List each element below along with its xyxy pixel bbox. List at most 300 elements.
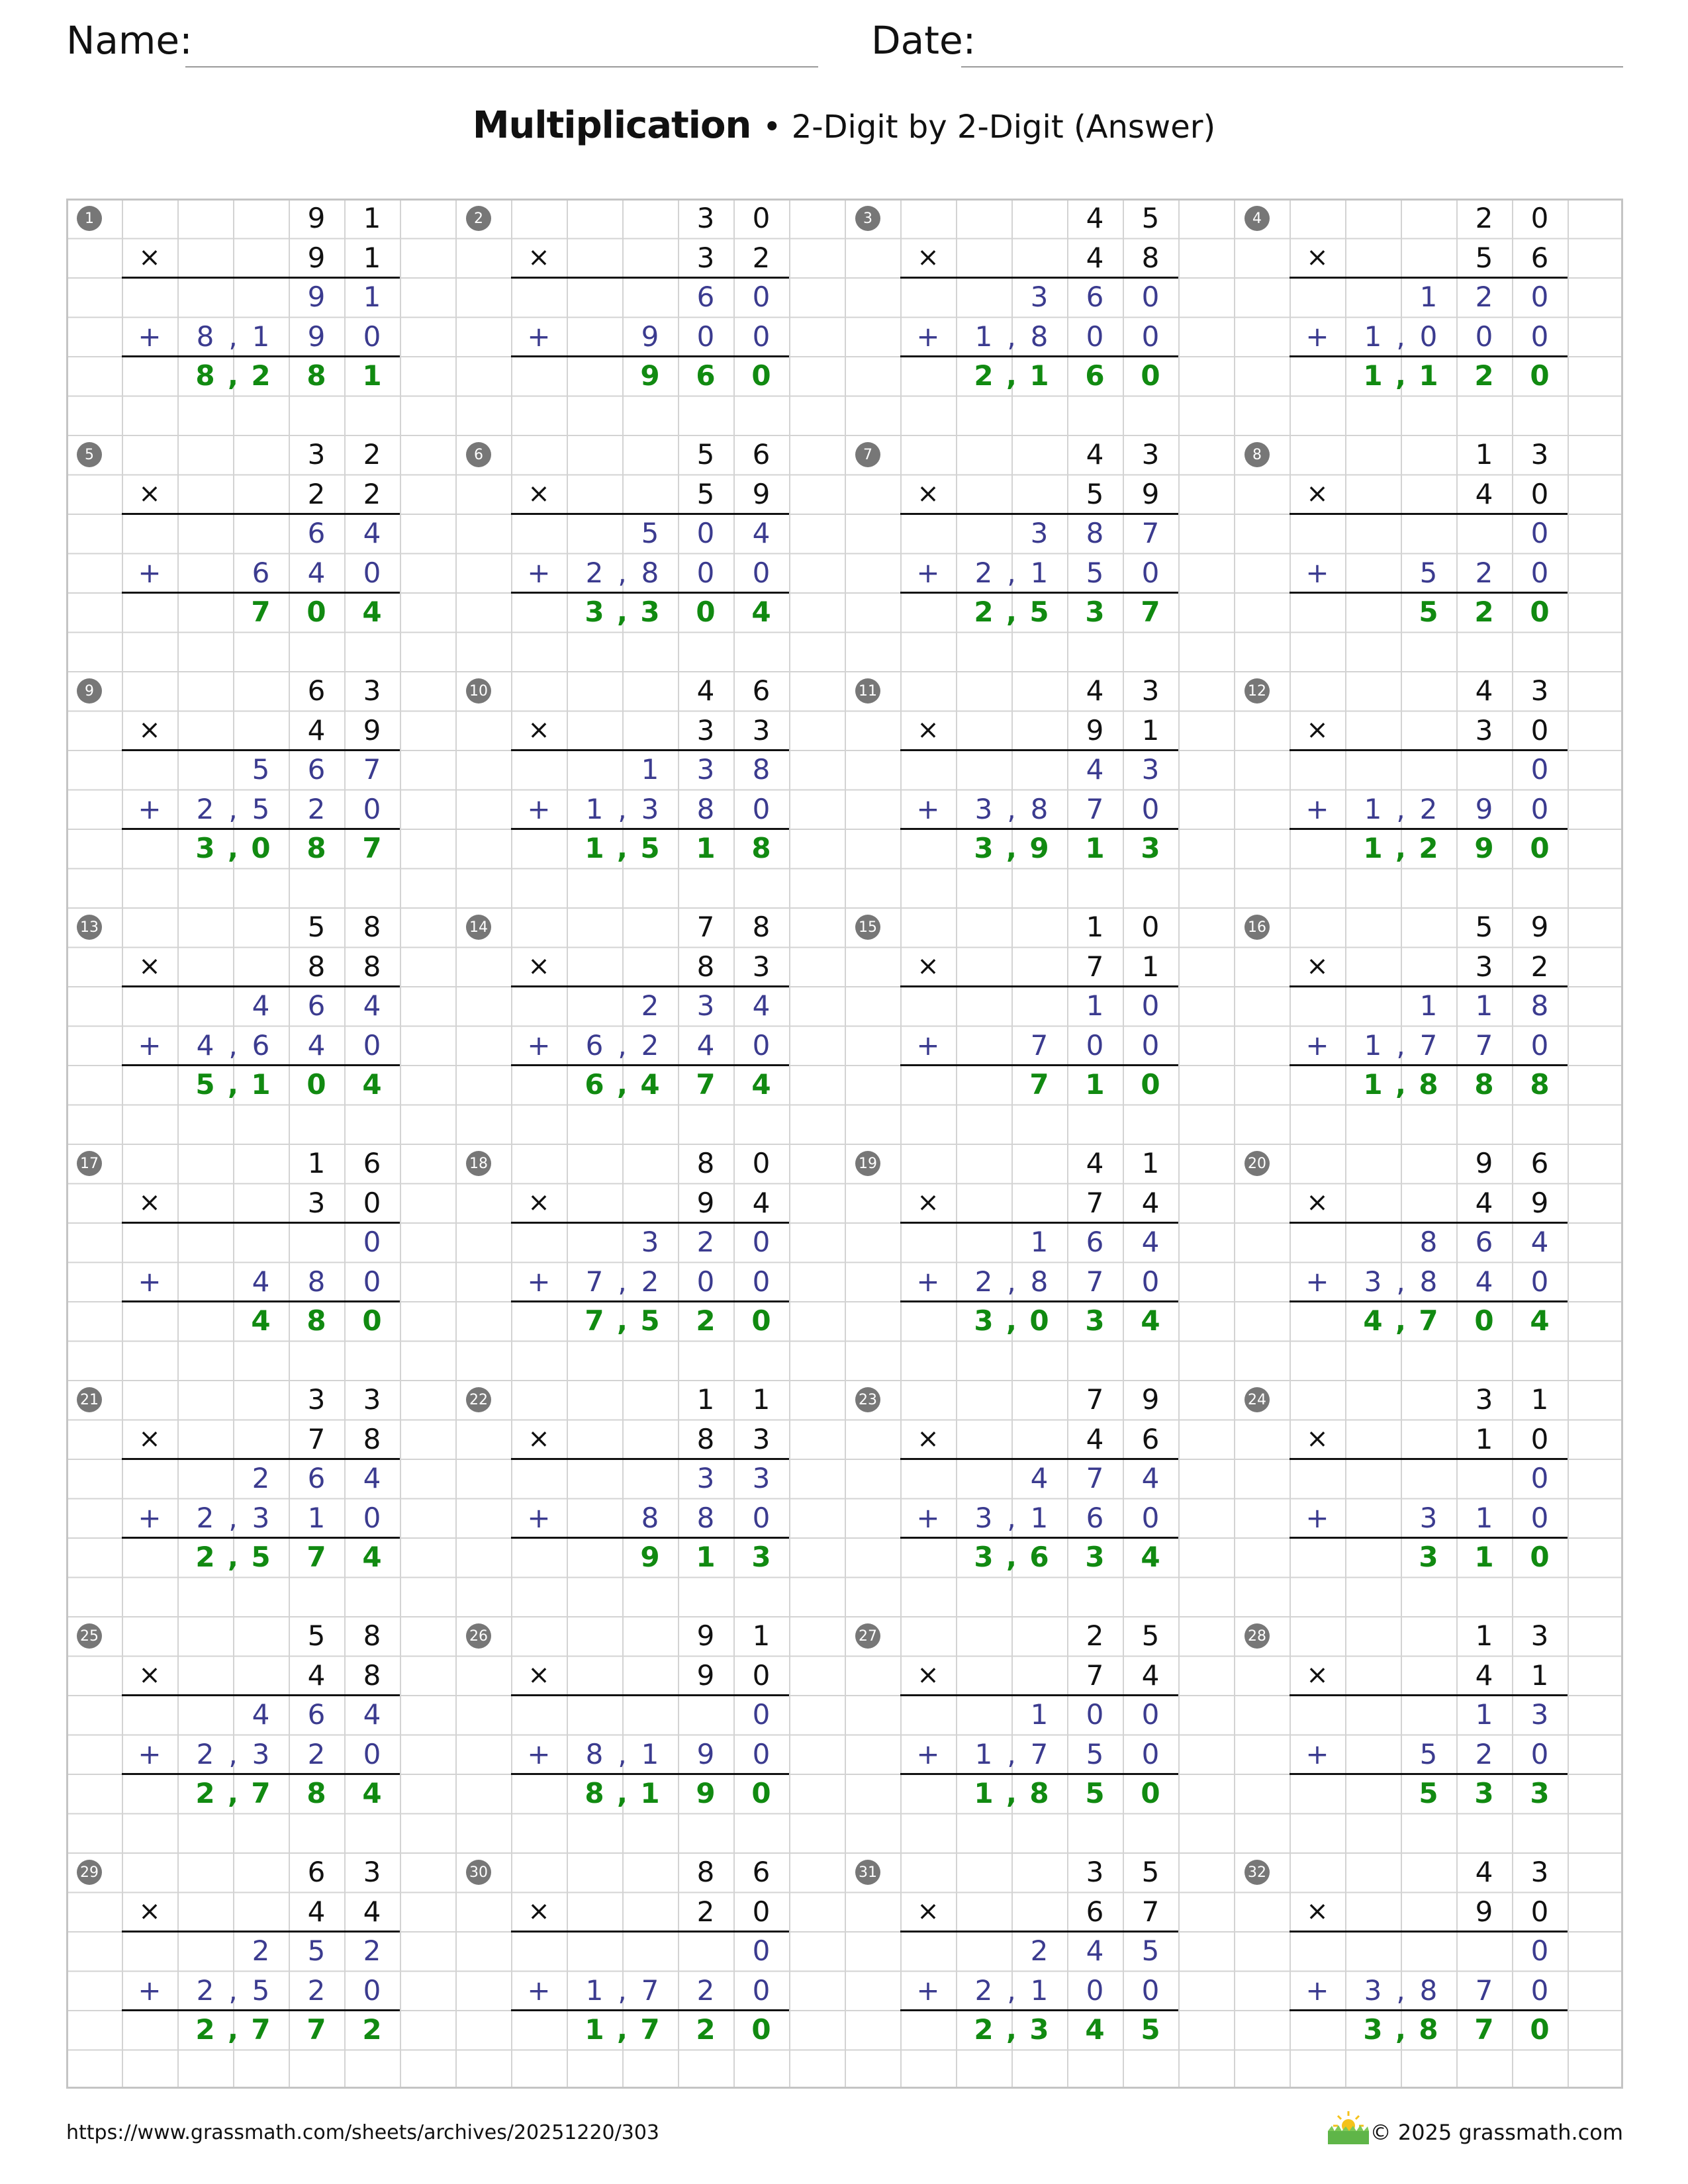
partial-product-1-digit: 5 (307, 1934, 326, 1967)
multiplier-digit: 3 (696, 241, 715, 274)
multiplicand-digit: 3 (307, 1383, 326, 1416)
partial-product-1-digit: 5 (641, 517, 659, 549)
plus-sign: + (138, 1265, 162, 1298)
multiplier-digit: 4 (1141, 1186, 1160, 1219)
multiplier-digit: 8 (1141, 241, 1160, 274)
partial-product-1-digit: 4 (1141, 1462, 1160, 1494)
partial-product-2-digit: 0 (363, 792, 381, 825)
times-sign: × (1306, 1659, 1329, 1690)
multiplier-digit: 0 (752, 1895, 771, 1928)
answer-digit: 1 (362, 359, 382, 392)
answer-digit: 0 (751, 2013, 771, 2046)
multiplicand-digit: 5 (1141, 202, 1160, 234)
answer-digit: 3 (1530, 1777, 1550, 1809)
partial-product-2-digit: 0 (1530, 320, 1549, 353)
problem-30 (455, 1852, 845, 2089)
multiplier-digit: 7 (1086, 1186, 1104, 1219)
times-sign: × (138, 242, 161, 273)
problem-26 (455, 1616, 845, 1852)
times-sign: × (1306, 950, 1329, 981)
answer-digit: 8 (195, 359, 215, 392)
problem-19 (845, 1144, 1234, 1380)
answer-comma: , (617, 1777, 628, 1809)
multiplier-digit: 5 (696, 477, 715, 510)
problem-number-badge: 30 (466, 1860, 491, 1885)
partial-product-2-digit: 0 (1141, 792, 1160, 825)
plus-sign: + (1305, 1501, 1329, 1534)
partial-product-2-digit: 1 (1364, 320, 1382, 353)
problem-number-badge: 11 (855, 678, 880, 704)
partial-product-1-digit: 4 (752, 989, 771, 1022)
answer-digit: 4 (362, 596, 382, 628)
partial-product-2-digit: 5 (1086, 1737, 1104, 1770)
answer-digit: 0 (751, 1304, 771, 1337)
multiplicand-digit: 7 (1086, 1383, 1104, 1416)
problem-14 (455, 907, 845, 1144)
plus-sign: + (916, 1265, 940, 1298)
partial-product-1-digit: 0 (752, 1698, 771, 1731)
partial-product-2-digit: 7 (1030, 1028, 1049, 1062)
answer-comma: , (228, 359, 238, 392)
answer-digit: 3 (974, 832, 994, 864)
partial-product-2-digit: 0 (1141, 1974, 1160, 2007)
times-sign: × (1306, 242, 1329, 273)
partial-product-2-digit: 1 (1364, 1028, 1382, 1062)
plus-sign: + (916, 1501, 940, 1534)
answer-digit: 2 (251, 359, 271, 392)
times-sign: × (528, 478, 550, 509)
multiplicand-digit: 3 (1086, 1856, 1104, 1888)
answer-digit: 3 (1141, 832, 1160, 864)
answer-digit: 4 (362, 1068, 382, 1101)
times-sign: × (528, 1659, 550, 1690)
multiplier-digit: 4 (1141, 1659, 1160, 1692)
answer-digit: 7 (1141, 596, 1160, 628)
footer-url[interactable]: https://www.grassmath.com/sheets/archives/20251220/303 (66, 2121, 660, 2144)
multiplicand-digit: 9 (1141, 1383, 1160, 1416)
multiplicand-digit: 3 (696, 202, 715, 234)
partial-product-1-digit: 0 (1530, 1462, 1549, 1494)
answer-comma: , (617, 832, 628, 864)
answer-digit: 7 (1419, 1304, 1438, 1337)
multiplier-digit: 4 (307, 1895, 326, 1928)
answer-digit: 2 (195, 1777, 215, 1809)
times-sign: × (1306, 1895, 1329, 1927)
partial-product-1-digit: 4 (363, 1462, 381, 1494)
partial-product-2-digit: 9 (696, 1737, 715, 1770)
answer-digit: 5 (1419, 596, 1438, 628)
partial-product-2-digit: 0 (1530, 1501, 1549, 1534)
partial-product-1-digit: 0 (363, 1226, 381, 1258)
problem-29 (66, 1852, 455, 2089)
problem-12 (1234, 671, 1623, 907)
answer-digit: 9 (1029, 832, 1049, 864)
times-sign: × (138, 1659, 161, 1690)
partial-product-2-comma: , (1396, 320, 1405, 353)
times-sign: × (138, 714, 161, 745)
answer-digit: 5 (640, 1304, 660, 1337)
partial-product-1-digit: 1 (363, 281, 381, 313)
answer-digit: 4 (362, 1777, 382, 1809)
partial-product-2-comma: , (1007, 320, 1016, 353)
multiplier-digit: 8 (363, 1659, 381, 1692)
multiplicand-digit: 5 (1141, 1856, 1160, 1888)
page-title (0, 104, 1688, 147)
partial-product-2-digit: 5 (252, 1974, 270, 2007)
partial-product-2-digit: 3 (974, 792, 993, 825)
answer-comma: , (1006, 1777, 1017, 1809)
plus-sign: + (138, 1974, 162, 2007)
answer-digit: 9 (1474, 832, 1494, 864)
multiplier-digit: 4 (307, 1659, 326, 1692)
partial-product-1-digit: 8 (1419, 1226, 1438, 1258)
plus-sign: + (527, 1737, 551, 1770)
plus-sign: + (138, 1028, 162, 1062)
multiplicand-digit: 3 (363, 1383, 381, 1416)
times-sign: × (138, 950, 161, 981)
partial-product-2-digit: 2 (696, 1974, 715, 2007)
partial-product-1-digit: 0 (752, 1934, 771, 1967)
answer-digit: 7 (1029, 1068, 1049, 1101)
multiplier-digit: 6 (1086, 1895, 1104, 1928)
multiplier-digit: 8 (307, 950, 326, 983)
name-line (185, 66, 818, 68)
partial-product-1-digit: 5 (1141, 1934, 1160, 1967)
multiplier-digit: 0 (1530, 477, 1549, 510)
problem-number-badge: 7 (855, 442, 880, 467)
problem-number-badge: 19 (855, 1151, 880, 1176)
answer-digit: 2 (974, 359, 994, 392)
partial-product-2-comma: , (618, 556, 627, 589)
partial-product-2-digit: 2 (641, 1265, 659, 1298)
multiplicand-digit: 8 (363, 911, 381, 943)
answer-digit: 0 (306, 1068, 326, 1101)
partial-product-2-digit: 2 (1475, 556, 1493, 589)
partial-product-1-digit: 3 (696, 753, 715, 786)
partial-product-2-comma: , (1007, 792, 1016, 825)
problem-number-badge: 23 (855, 1387, 880, 1412)
partial-product-2-digit: 0 (752, 1501, 771, 1534)
multiplicand-digit: 3 (1475, 1383, 1493, 1416)
partial-product-1-digit: 1 (1419, 989, 1438, 1022)
partial-product-2-digit: 3 (974, 1501, 993, 1534)
partial-product-1-digit: 1 (1475, 1698, 1493, 1731)
partial-product-2-digit: 0 (752, 792, 771, 825)
multiplier-digit: 4 (1475, 477, 1493, 510)
answer-digit: 0 (251, 832, 271, 864)
multiplier-digit: 2 (696, 1895, 715, 1928)
multiplicand-digit: 1 (1086, 911, 1104, 943)
problem-number-badge: 6 (466, 442, 491, 467)
partial-product-2-digit: 0 (752, 1028, 771, 1062)
partial-product-2-digit: 8 (1030, 1265, 1049, 1298)
times-sign: × (917, 1659, 939, 1690)
answer-digit: 0 (306, 596, 326, 628)
multiplier-digit: 0 (1530, 713, 1549, 747)
multiplier-digit: 0 (363, 1186, 381, 1219)
answer-digit: 7 (306, 2013, 326, 2046)
grass-sun-logo-icon (1325, 2109, 1372, 2146)
times-sign: × (1306, 714, 1329, 745)
problem-number-badge: 16 (1244, 915, 1270, 940)
problem-8 (1234, 435, 1623, 671)
problem-number-badge: 22 (466, 1387, 491, 1412)
answer-digit: 4 (1085, 2013, 1105, 2046)
partial-product-1-digit: 3 (696, 989, 715, 1022)
problem-number-badge: 12 (1244, 678, 1270, 704)
partial-product-2-digit: 0 (1086, 320, 1104, 353)
partial-product-1-digit: 0 (1086, 1698, 1104, 1731)
multiplicand-digit: 2 (363, 438, 381, 471)
partial-product-1-digit: 3 (696, 1462, 715, 1494)
multiplier-digit: 3 (1475, 713, 1493, 747)
answer-comma: , (1395, 1304, 1406, 1337)
multiplicand-digit: 5 (307, 911, 326, 943)
plus-sign: + (1305, 556, 1329, 589)
answer-digit: 0 (362, 1304, 382, 1337)
partial-product-2-digit: 0 (752, 556, 771, 589)
multiplier-digit: 5 (1475, 241, 1493, 274)
answer-comma: , (1006, 2013, 1017, 2046)
partial-product-2-digit: 1 (974, 1737, 993, 1770)
plus-sign: + (527, 1974, 551, 2007)
partial-product-2-digit: 0 (1086, 1974, 1104, 2007)
partial-product-2-comma: , (1396, 1028, 1405, 1062)
multiplicand-digit: 3 (1530, 438, 1549, 471)
partial-product-2-digit: 5 (1419, 1737, 1438, 1770)
partial-product-2-digit: 0 (363, 556, 381, 589)
answer-digit: 4 (751, 1068, 771, 1101)
partial-product-2-digit: 2 (196, 1974, 214, 2007)
multiplier-digit: 7 (1141, 1895, 1160, 1928)
partial-product-2-digit: 4 (1475, 1265, 1493, 1298)
partial-product-2-digit: 4 (252, 1265, 270, 1298)
multiplicand-digit: 6 (307, 1856, 326, 1888)
answer-digit: 7 (640, 2013, 660, 2046)
times-sign: × (528, 950, 550, 981)
partial-product-2-digit: 0 (1086, 1028, 1104, 1062)
plus-sign: + (138, 792, 162, 825)
multiplicand-digit: 9 (307, 202, 326, 234)
problem-2 (455, 199, 845, 435)
multiplier-digit: 9 (696, 1186, 715, 1219)
answer-digit: 1 (585, 2013, 604, 2046)
multiplier-digit: 0 (1530, 1422, 1549, 1455)
partial-product-1-digit: 1 (641, 753, 659, 786)
partial-product-2-digit: 0 (1530, 556, 1549, 589)
answer-digit: 2 (974, 2013, 994, 2046)
problem-31 (845, 1852, 1234, 2089)
multiplier-digit: 6 (1141, 1422, 1160, 1455)
answer-digit: 9 (640, 1541, 660, 1573)
multiplier-digit: 8 (696, 950, 715, 983)
partial-product-1-digit: 0 (1530, 281, 1549, 313)
answer-comma: , (1006, 596, 1017, 628)
multiplicand-digit: 3 (363, 674, 381, 707)
partial-product-2-digit: 1 (1030, 1501, 1049, 1534)
times-sign: × (138, 1423, 161, 1454)
answer-digit: 3 (195, 832, 215, 864)
multiplicand-digit: 3 (1530, 1856, 1549, 1888)
problem-15 (845, 907, 1234, 1144)
answer-comma: , (228, 832, 238, 864)
partial-product-2-digit: 7 (585, 1265, 604, 1298)
plus-sign: + (1305, 1737, 1329, 1770)
answer-digit: 1 (696, 832, 716, 864)
partial-product-2-digit: 2 (307, 1974, 326, 2007)
partial-product-1-digit: 8 (1530, 989, 1549, 1022)
partial-product-2-digit: 8 (641, 556, 659, 589)
answer-digit: 3 (1363, 2013, 1383, 2046)
partial-product-2-digit: 3 (252, 1501, 270, 1534)
times-sign: × (917, 950, 939, 981)
problem-number-badge: 8 (1244, 442, 1270, 467)
multiplier-digit: 3 (696, 713, 715, 747)
times-sign: × (1306, 1423, 1329, 1454)
answer-digit: 1 (1363, 832, 1383, 864)
plus-sign: + (527, 792, 551, 825)
partial-product-2-digit: 1 (974, 320, 993, 353)
partial-product-1-digit: 0 (752, 281, 771, 313)
answer-digit: 1 (1363, 359, 1383, 392)
answer-digit: 2 (1474, 596, 1494, 628)
partial-product-2-digit: 0 (1530, 792, 1549, 825)
problem-number-badge: 13 (77, 915, 102, 940)
multiplier-digit: 6 (1530, 241, 1549, 274)
multiplier-digit: 2 (307, 477, 326, 510)
partial-product-2-comma: , (228, 1501, 238, 1534)
partial-product-2-digit: 0 (363, 320, 381, 353)
answer-digit: 0 (1530, 832, 1550, 864)
times-sign: × (917, 1187, 939, 1218)
times-sign: × (528, 714, 550, 745)
answer-digit: 8 (1419, 2013, 1438, 2046)
partial-product-1-digit: 6 (1475, 1226, 1493, 1258)
answer-digit: 1 (1085, 1068, 1105, 1101)
multiplicand-digit: 4 (1086, 674, 1104, 707)
partial-product-2-digit: 0 (363, 1737, 381, 1770)
partial-product-2-digit: 7 (1475, 1028, 1493, 1062)
answer-comma: , (228, 1068, 238, 1101)
answer-digit: 1 (640, 1777, 660, 1809)
partial-product-2-comma: , (228, 320, 238, 353)
partial-product-1-digit: 0 (696, 517, 715, 549)
partial-product-1-digit: 6 (307, 517, 326, 549)
answer-digit: 2 (1474, 359, 1494, 392)
multiplicand-digit: 0 (1530, 202, 1549, 234)
partial-product-2-digit: 0 (363, 1501, 381, 1534)
multiplicand-digit: 1 (307, 1147, 326, 1179)
partial-product-2-digit: 0 (1419, 320, 1438, 353)
problem-22 (455, 1380, 845, 1616)
problem-24 (1234, 1380, 1623, 1616)
answer-digit: 1 (1029, 359, 1049, 392)
partial-product-1-digit: 4 (1030, 1462, 1049, 1494)
answer-digit: 5 (1029, 596, 1049, 628)
plus-sign: + (527, 1265, 551, 1298)
problem-16 (1234, 907, 1623, 1144)
multiplier-digit: 1 (1141, 713, 1160, 747)
multiplier-digit: 9 (307, 241, 326, 274)
partial-product-2-digit: 1 (1475, 1501, 1493, 1534)
answer-digit: 3 (1085, 1541, 1105, 1573)
answer-digit: 3 (974, 1541, 994, 1573)
partial-product-1-digit: 4 (252, 1698, 270, 1731)
multiplicand-digit: 7 (696, 911, 715, 943)
partial-product-2-digit: 0 (696, 556, 715, 589)
partial-product-2-digit: 6 (252, 556, 270, 589)
answer-comma: , (228, 1777, 238, 1809)
title-subtitle: • 2-Digit by 2-Digit (Answer) (763, 109, 1216, 146)
partial-product-1-digit: 1 (1475, 989, 1493, 1022)
plus-sign: + (1305, 1028, 1329, 1062)
problem-number-badge: 27 (855, 1623, 880, 1649)
plus-sign: + (1305, 1265, 1329, 1298)
multiplier-digit: 4 (1475, 1659, 1493, 1692)
partial-product-1-digit: 1 (1030, 1698, 1049, 1731)
partial-product-2-comma: , (1396, 1974, 1405, 2007)
multiplier-digit: 4 (307, 713, 326, 747)
partial-product-2-digit: 0 (752, 1974, 771, 2007)
answer-digit: 6 (696, 359, 716, 392)
multiplicand-digit: 1 (696, 1383, 715, 1416)
answer-digit: 4 (251, 1304, 271, 1337)
answer-digit: 7 (1474, 2013, 1494, 2046)
partial-product-2-digit: 1 (1030, 1974, 1049, 2007)
answer-digit: 5 (1141, 2013, 1160, 2046)
multiplier-digit: 4 (1086, 1422, 1104, 1455)
multiplicand-digit: 6 (752, 1856, 771, 1888)
partial-product-2-digit: 2 (585, 556, 604, 589)
partial-product-2-digit: 4 (196, 1028, 214, 1062)
problem-number-badge: 20 (1244, 1151, 1270, 1176)
plus-sign: + (1305, 792, 1329, 825)
partial-product-2-digit: 8 (696, 792, 715, 825)
multiplier-digit: 4 (752, 1186, 771, 1219)
multiplicand-digit: 8 (696, 1147, 715, 1179)
answer-digit: 3 (585, 596, 604, 628)
partial-product-2-digit: 3 (1364, 1974, 1382, 2007)
answer-digit: 3 (640, 596, 660, 628)
partial-product-2-digit: 1 (1030, 556, 1049, 589)
answer-digit: 0 (1141, 359, 1160, 392)
partial-product-2-digit: 6 (1086, 1501, 1104, 1534)
partial-product-2-digit: 1 (641, 1737, 659, 1770)
partial-product-2-digit: 8 (1419, 1974, 1438, 2007)
answer-digit: 4 (362, 1541, 382, 1573)
multiplicand-digit: 8 (696, 1856, 715, 1888)
partial-product-2-digit: 0 (363, 1265, 381, 1298)
answer-comma: , (617, 596, 628, 628)
multiplicand-digit: 3 (1141, 674, 1160, 707)
problem-10 (455, 671, 845, 907)
times-sign: × (138, 478, 161, 509)
problem-number-badge: 10 (466, 678, 491, 704)
answer-digit: 3 (751, 1541, 771, 1573)
answer-digit: 8 (306, 1304, 326, 1337)
partial-product-2-digit: 2 (1419, 792, 1438, 825)
answer-digit: 1 (585, 832, 604, 864)
partial-product-2-digit: 0 (1530, 1265, 1549, 1298)
problem-3 (845, 199, 1234, 435)
answer-digit: 4 (751, 596, 771, 628)
answer-digit: 3 (1085, 1304, 1105, 1337)
answer-comma: , (228, 2013, 238, 2046)
partial-product-2-comma: , (1396, 792, 1405, 825)
answer-digit: 0 (751, 1777, 771, 1809)
date-label: Date: (871, 18, 976, 63)
partial-product-2-digit: 0 (752, 1265, 771, 1298)
